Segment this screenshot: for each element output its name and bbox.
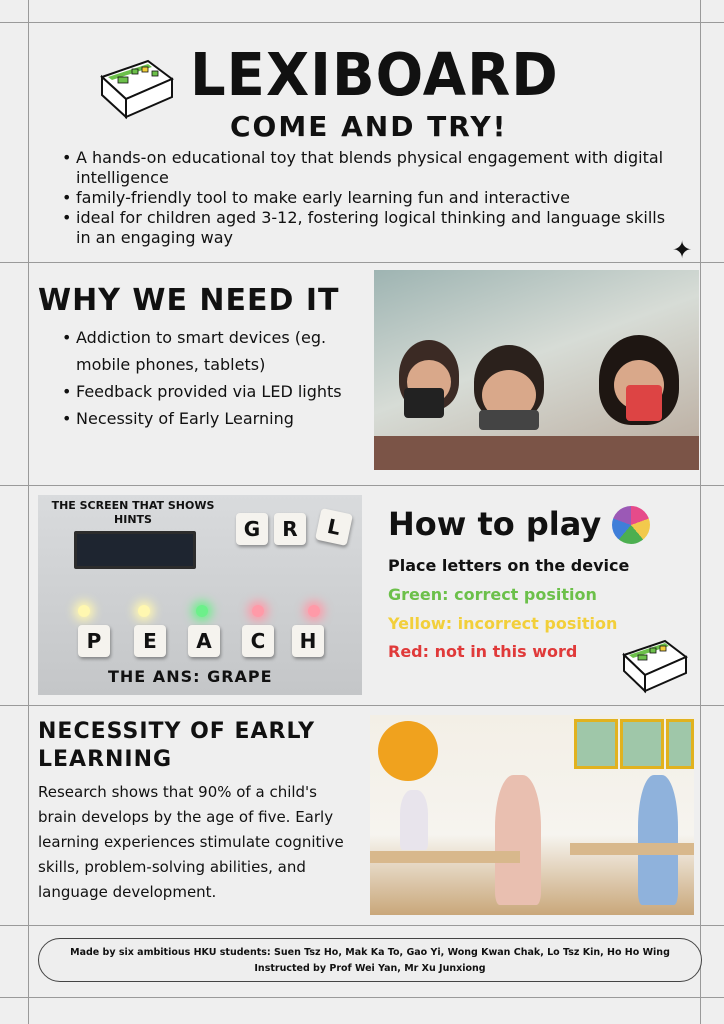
- necessity-text: Research shows that 90% of a child's brain develops by the age of five. Early learning experiences stimulate cognitive skills, problem-solving abilities, and language development.: [38, 783, 344, 901]
- wall-picture: [574, 719, 618, 769]
- list-item: • ideal for children aged 3-12, fostering logical thinking and language skills in an engaging way: [76, 208, 676, 248]
- red-rule: Red: not in this word: [388, 642, 578, 661]
- wall-picture: [620, 719, 664, 769]
- table: [370, 851, 520, 863]
- page-subtitle: COME AND TRY!: [230, 110, 508, 143]
- led-light: [196, 605, 208, 617]
- hint-screen-label: THE SCREEN THAT SHOWS HINTS: [51, 499, 215, 526]
- hint-lcd-screen: [74, 531, 196, 569]
- kids-with-phones-photo: [374, 270, 699, 470]
- lexiboard-logo-icon: [620, 635, 690, 695]
- sun-decoration: [378, 721, 438, 781]
- list-item: • Necessity of Early Learning: [76, 405, 376, 432]
- howto-intro: Place letters on the device: [388, 556, 630, 575]
- hint-tile: L: [315, 508, 353, 546]
- board-tile: C: [242, 625, 274, 657]
- why-heading: WHY WE NEED IT: [38, 283, 340, 318]
- grid-line: [28, 0, 29, 1024]
- led-light: [252, 605, 264, 617]
- credits-text: Made by six ambitious HKU students: Suen Tsz Ho, Mak Ka To, Gao Yi, Wong Kwan Chak, Lo Tsz Kin, Ho Ho Wing: [70, 947, 670, 958]
- grid-line: [0, 997, 724, 998]
- yellow-rule: Yellow: incorrect position: [388, 614, 618, 633]
- list-item: • A hands-on educational toy that blends physical engagement with digital intelligence: [76, 148, 676, 188]
- lexiboard-logo-icon: [98, 55, 176, 121]
- credits-footer: [38, 938, 702, 982]
- green-rule: Green: correct position: [388, 585, 597, 604]
- hint-tile: R: [274, 513, 306, 545]
- board-tile: H: [292, 625, 324, 657]
- led-light: [78, 605, 90, 617]
- phone-icon: [479, 410, 539, 430]
- board-tile: A: [188, 625, 220, 657]
- child-figure: [400, 790, 428, 850]
- phone-icon: [626, 385, 662, 421]
- lexiboard-device-photo: [38, 495, 362, 695]
- wall-picture: [666, 719, 694, 769]
- why-list: [58, 324, 376, 432]
- board-tile: E: [134, 625, 166, 657]
- necessity-heading: NECESSITY OF EARLY LEARNING: [38, 719, 316, 772]
- classroom-photo: [370, 715, 694, 915]
- phone-icon: [404, 388, 444, 418]
- list-item: • Addiction to smart devices (eg. mobile phones, tablets): [76, 324, 376, 378]
- grid-line: [700, 0, 701, 1024]
- table: [570, 843, 694, 855]
- instructors-text: Instructed by Prof Wei Yan, Mr Xu Junxiong: [254, 963, 486, 974]
- list-item: • Feedback provided via LED lights: [76, 378, 376, 405]
- grid-line: [0, 262, 724, 263]
- how-to-play-heading: How to play: [388, 505, 602, 543]
- page-title: LEXIBOARD: [190, 41, 559, 110]
- grid-line: [0, 705, 724, 706]
- pie-chart-icon: [612, 506, 650, 544]
- intro-list: [58, 148, 676, 248]
- board-tile: P: [78, 625, 110, 657]
- led-light: [138, 605, 150, 617]
- child-figure: [638, 775, 678, 905]
- sparkle-icon: ✦: [672, 236, 693, 264]
- grid-line: [0, 925, 724, 926]
- sofa: [374, 436, 699, 470]
- answer-label: THE ANS: GRAPE: [108, 667, 273, 686]
- list-item: • family-friendly tool to make early learning fun and interactive: [76, 188, 676, 208]
- child-figure: [495, 775, 541, 905]
- led-light: [308, 605, 320, 617]
- grid-line: [0, 22, 724, 23]
- hint-tile: G: [236, 513, 268, 545]
- grid-line: [0, 485, 724, 486]
